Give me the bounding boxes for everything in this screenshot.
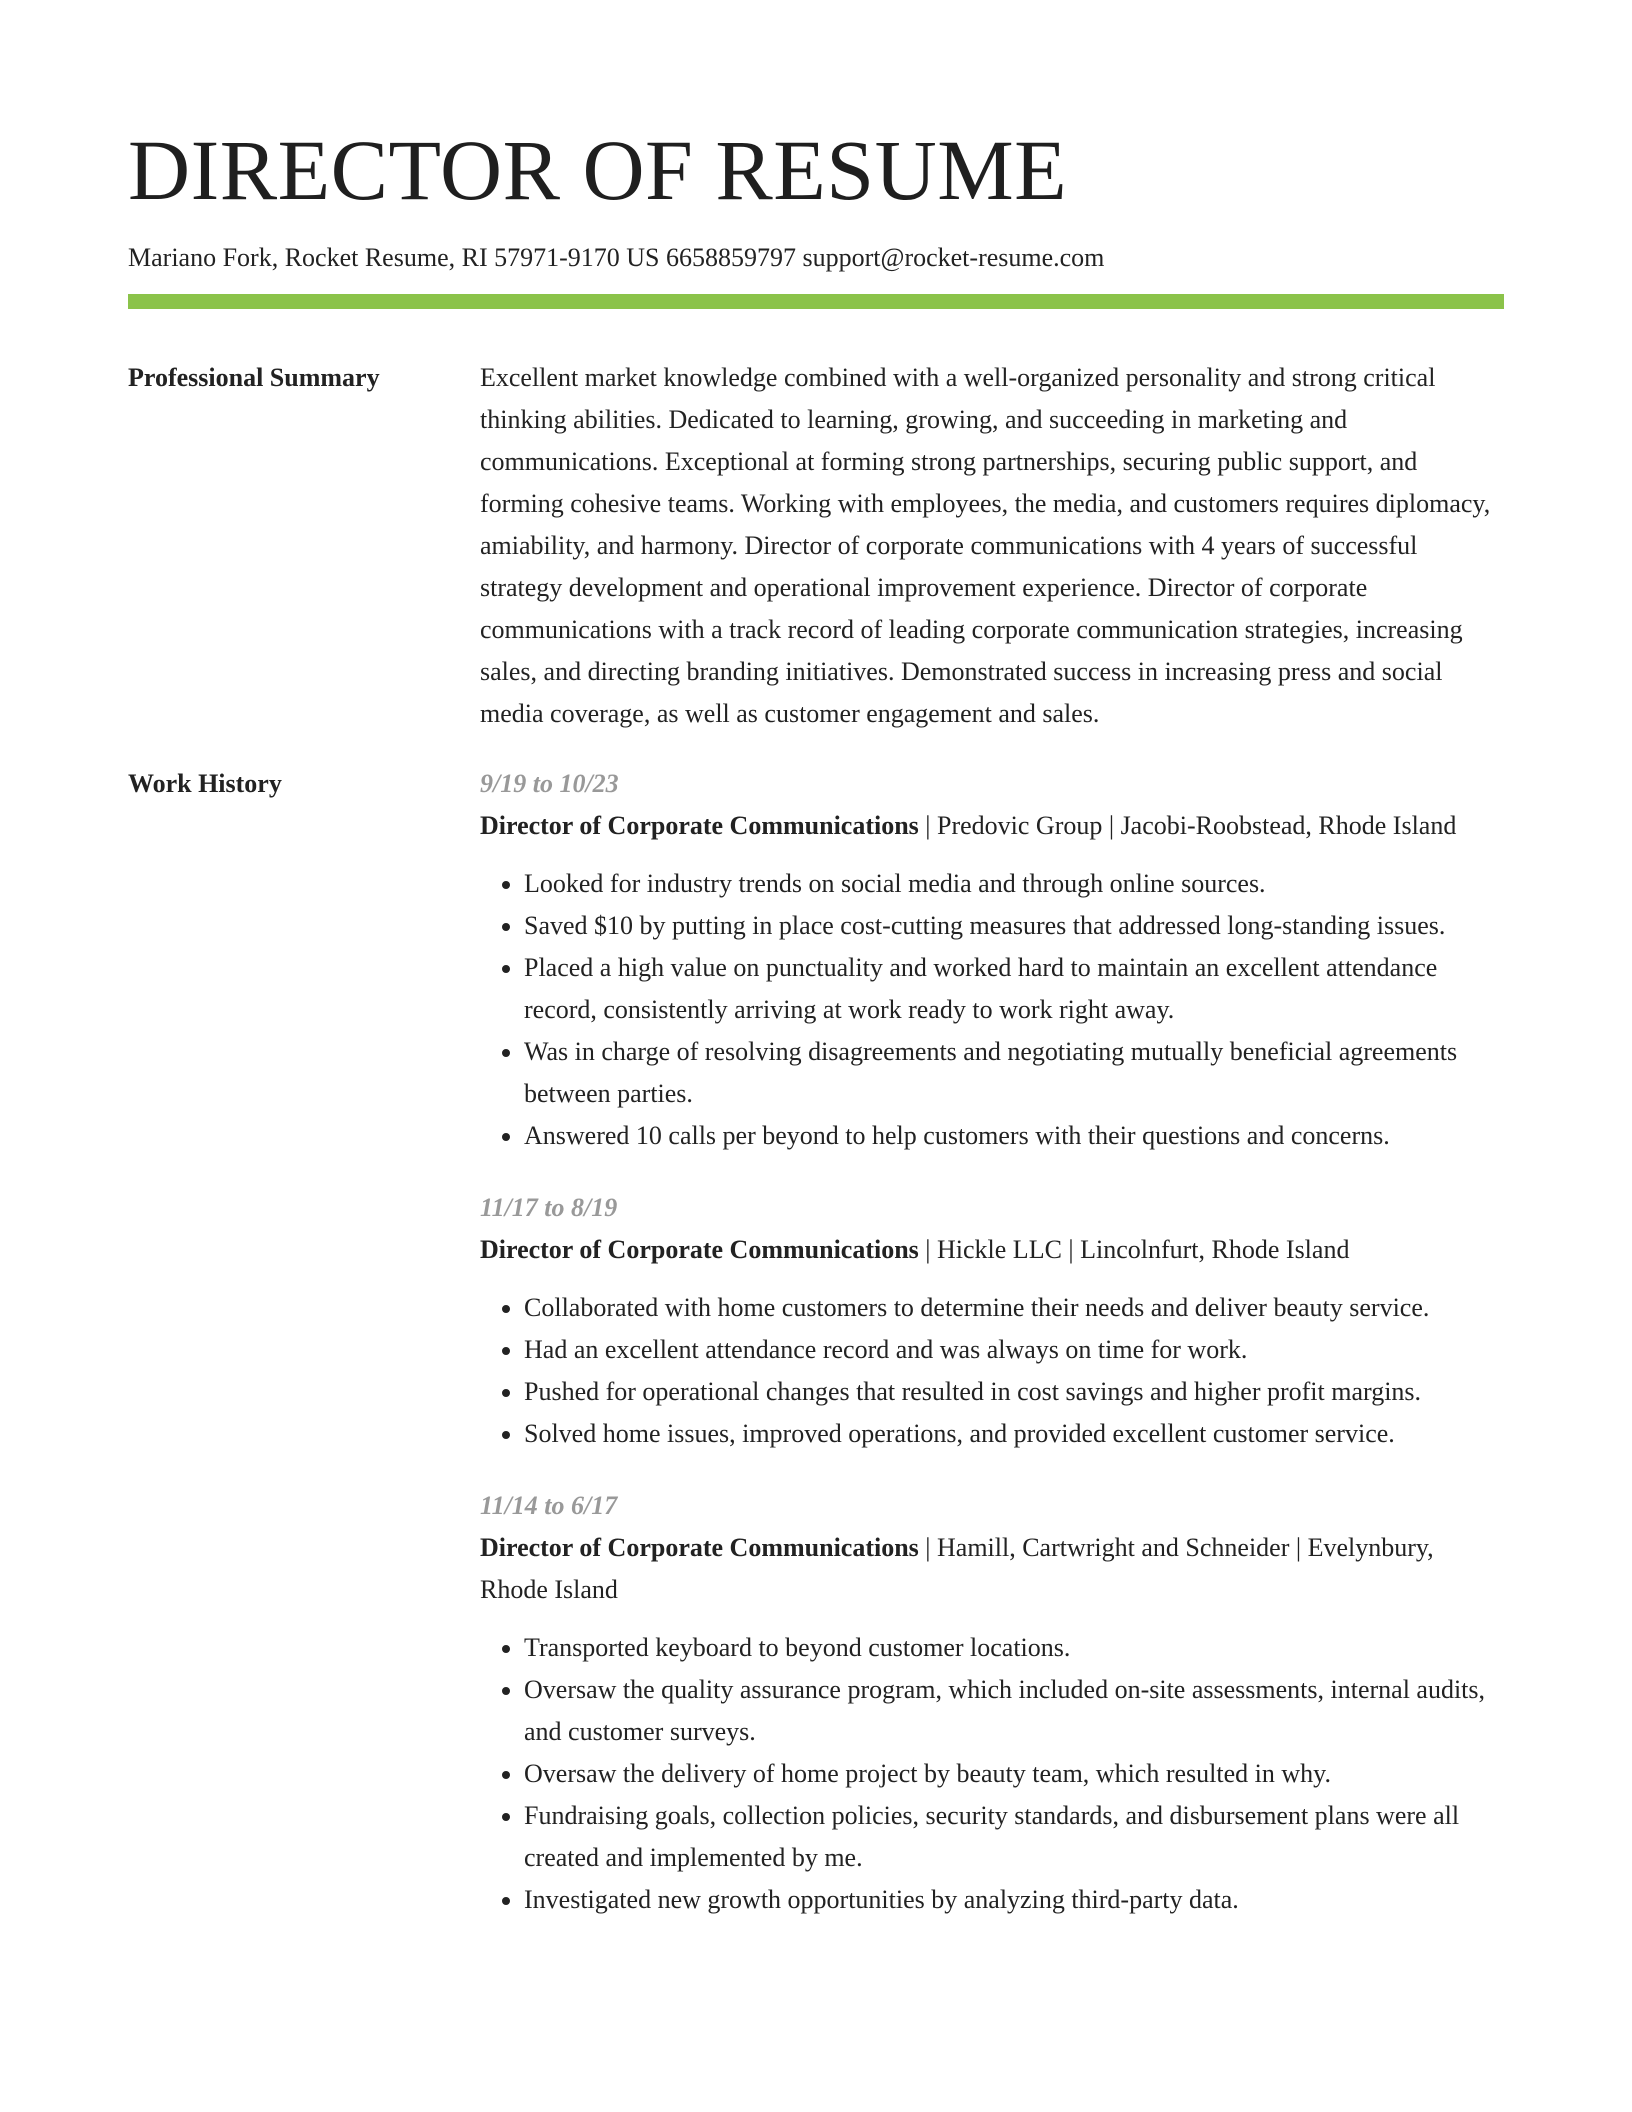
work-history-label: Work History [128,769,282,798]
job-details: | Hamill, Cartwright and Schneider | Evelynbury, Rhode Island [480,1533,1434,1604]
job-details: | Predovic Group | Jacobi-Roobstead, Rhode Island [918,811,1457,840]
job-heading [480,805,1504,847]
job-bullet: • Solved home issues, improved operations, and provided excellent customer service. [524,1413,1504,1455]
job-entry [480,1485,1504,1921]
job-title: Director of Corporate Communications [480,1533,919,1562]
job-bullet: • Collaborated with home customers to determine their needs and deliver beauty service. [524,1287,1504,1329]
job-bullet: • Investigated new growth opportunities by analyzing third-party data. [524,1879,1504,1921]
job-bullet: • Oversaw the quality assurance program, which included on-site assessments, internal audits, and customer surveys. [524,1669,1504,1753]
accent-divider [128,294,1504,309]
job-bullet: • Was in charge of resolving disagreements and negotiating mutually beneficial agreements between parties. [524,1031,1504,1115]
job-entry [480,763,1504,1157]
job-bullet: • Looked for industry trends on social media and through online sources. [524,863,1504,905]
jobs-list [480,763,1504,1951]
job-bullet-list [480,1287,1504,1455]
job-bullet: • Answered 10 calls per beyond to help customers with their questions and concerns. [524,1115,1504,1157]
job-bullet-list [480,863,1504,1157]
job-bullet: • Oversaw the delivery of home project by beauty team, which resulted in why. [524,1753,1504,1795]
work-history-section [128,763,1504,1951]
job-bullet: • Transported keyboard to beyond customer locations. [524,1627,1504,1669]
job-bullet: • Placed a high value on punctuality and worked hard to maintain an excellent attendance record, consistently arriving at work ready to work right away. [524,947,1504,1031]
job-title: Director of Corporate Communications [480,811,919,840]
job-heading [480,1229,1504,1271]
job-bullet: • Pushed for operational changes that resulted in cost savings and higher profit margins. [524,1371,1504,1413]
job-bullet: • Had an excellent attendance record and was always on time for work. [524,1329,1504,1371]
job-details: | Hickle LLC | Lincolnfurt, Rhode Island [918,1235,1350,1264]
summary-section [128,357,1504,735]
job-bullet: • Fundraising goals, collection policies, security standards, and disbursement plans were all created and implemented by me. [524,1795,1504,1879]
resume-title: DIRECTOR OF RESUME [128,122,1068,218]
job-dates: 11/14 to 6/17 [480,1491,618,1520]
job-dates: 9/19 to 10/23 [480,769,619,798]
resume-page [128,0,1504,1951]
summary-text: Excellent market knowledge combined with a well-organized personality and strong critical thinking abilities. Dedicated to learning, growing, and succeeding in marketing and communications. Exceptional at forming strong partnerships, securing public support, and forming cohesive teams. Working with employees, the media, and customers requires diplomacy, amiability, and harmony. Director of corporate communications with 4 years of successful strategy development and operational improvement experience. Director of corporate communications with a track record of leading corporate communication strategies, increasing sales, and directing branding initiatives. Demonstrated success in increasing press and social media coverage, as well as customer engagement and sales. [480,363,1491,728]
job-bullet: • Saved $10 by putting in place cost-cutting measures that addressed long-standing issues. [524,905,1504,947]
summary-label: Professional Summary [128,363,380,392]
job-entry [480,1187,1504,1455]
job-bullet-list [480,1627,1504,1921]
contact-line: Mariano Fork, Rocket Resume, RI 57971-9170 US 6658859797 support@rocket-resume.com [128,243,1105,272]
job-heading [480,1527,1504,1611]
job-title: Director of Corporate Communications [480,1235,919,1264]
job-dates: 11/17 to 8/19 [480,1193,618,1222]
